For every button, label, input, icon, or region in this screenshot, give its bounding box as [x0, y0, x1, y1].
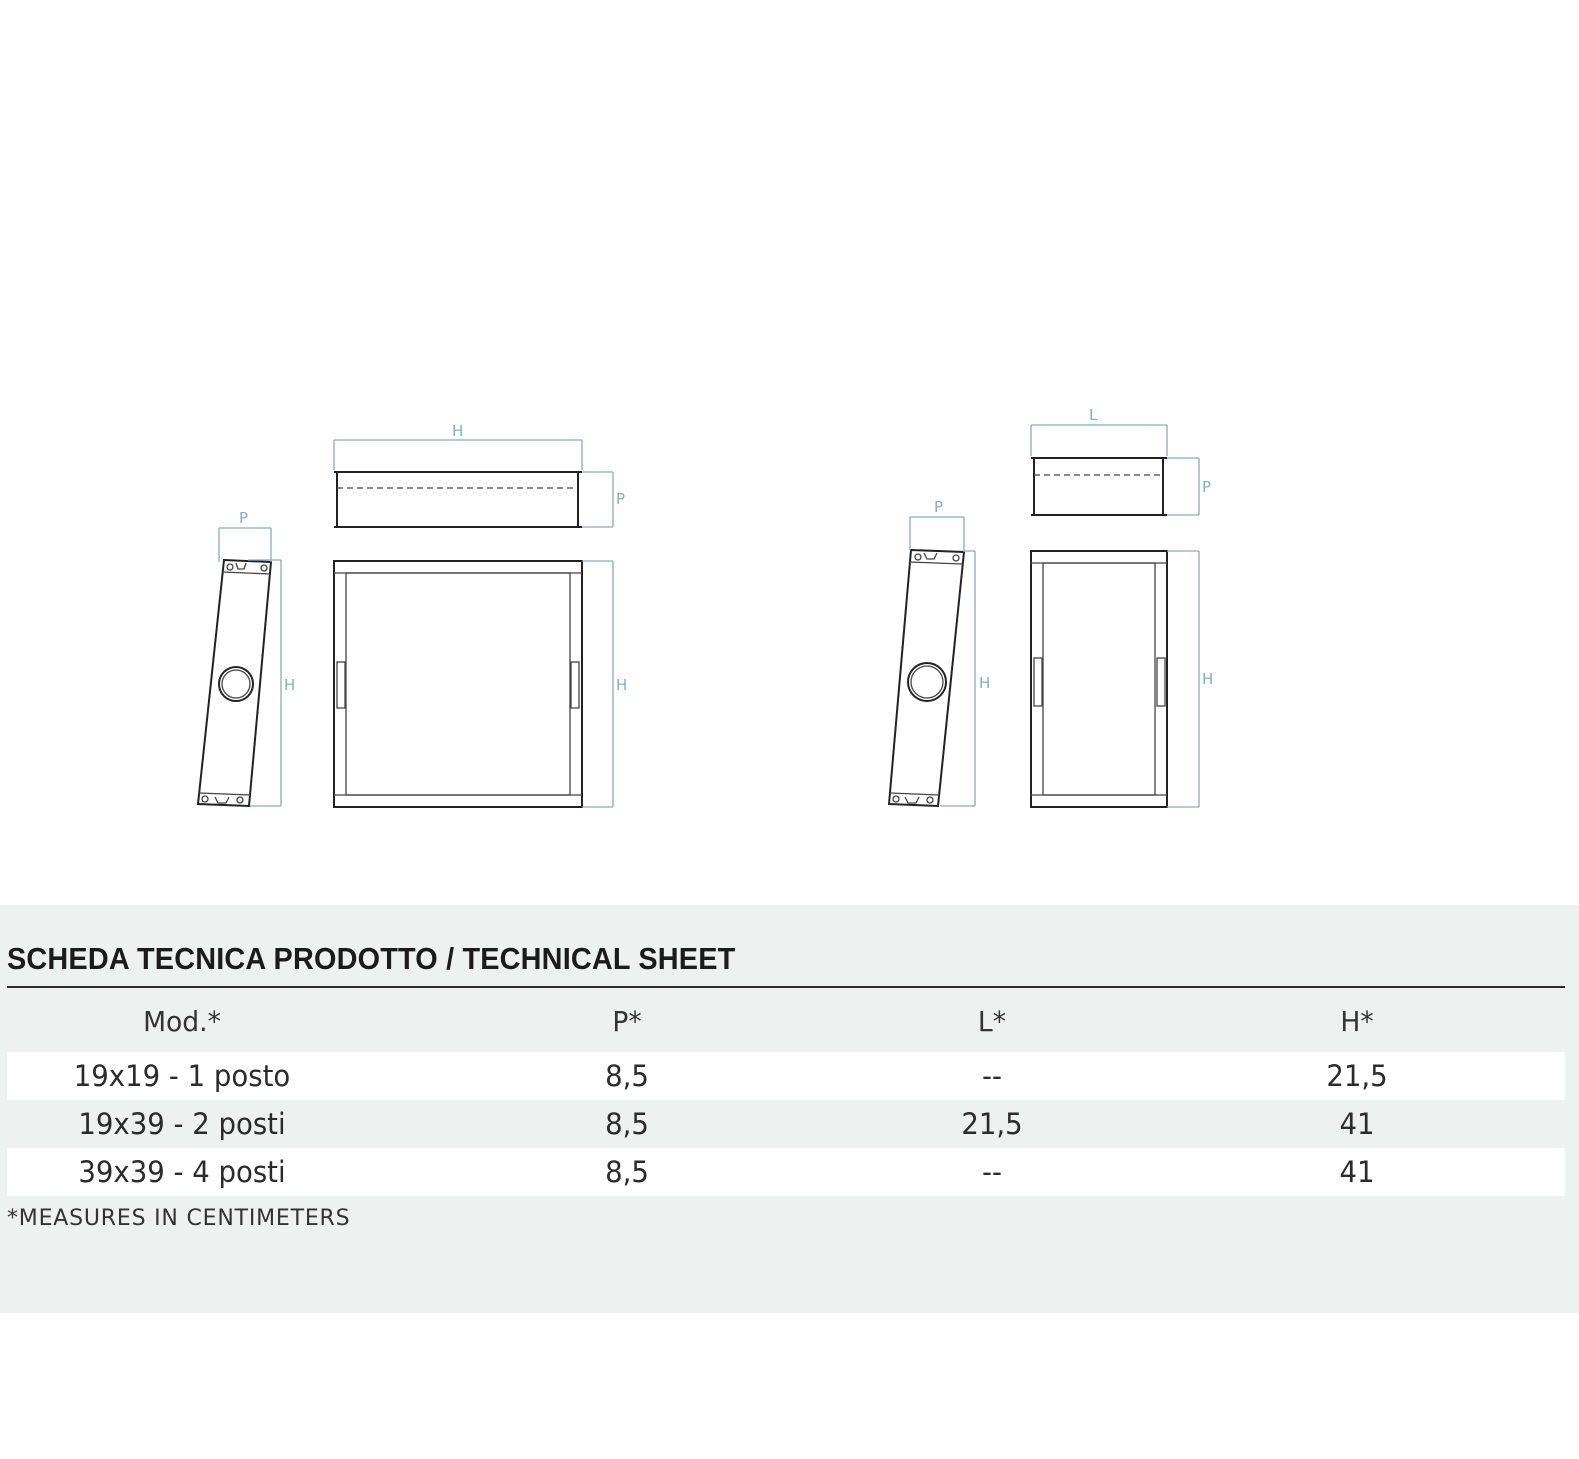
row-h: 21,5 — [1326, 1059, 1388, 1093]
row-l: 21,5 — [961, 1107, 1023, 1141]
sheet-title: SCHEDA TECNICA PRODOTTO / TECHNICAL SHEET — [7, 941, 736, 976]
left-side-height-label: H — [284, 676, 296, 694]
table-row — [7, 1052, 1565, 1100]
row-mod: 39x39 - 4 posti — [78, 1155, 286, 1189]
left-front-height-label: H — [616, 676, 628, 694]
header-p: P* — [612, 1005, 642, 1038]
left-side-depth-label: P — [239, 509, 249, 527]
row-mod: 19x39 - 2 posti — [78, 1107, 286, 1141]
row-h: 41 — [1339, 1155, 1375, 1189]
right-front-height-label: H — [1202, 670, 1214, 688]
right-side-height-label: H — [979, 674, 991, 692]
left-side-view — [198, 509, 295, 806]
table-row — [7, 1100, 1565, 1148]
row-p: 8,5 — [605, 1155, 649, 1189]
row-l: -- — [982, 1155, 1002, 1189]
header-mod: Mod.* — [143, 1005, 221, 1038]
row-p: 8,5 — [605, 1107, 649, 1141]
header-l: L* — [977, 1005, 1007, 1038]
right-side-view — [889, 498, 990, 806]
table-row — [7, 1148, 1565, 1196]
left-top-width-label: H — [452, 422, 464, 440]
left-front-view — [334, 561, 627, 807]
title-divider — [7, 986, 1565, 988]
left-top-depth-label: P — [616, 490, 626, 508]
right-top-depth-label: P — [1202, 478, 1212, 496]
header-h: H* — [1340, 1005, 1374, 1038]
table-header-row — [7, 998, 1565, 1046]
row-p: 8,5 — [605, 1059, 649, 1093]
row-h: 41 — [1339, 1107, 1375, 1141]
row-l: -- — [982, 1059, 1002, 1093]
right-top-width-label: L — [1089, 406, 1098, 424]
row-mod: 19x19 - 1 posto — [73, 1059, 291, 1093]
right-front-view — [1031, 551, 1213, 807]
right-side-depth-label: P — [934, 498, 944, 516]
right-top-view — [1031, 406, 1211, 515]
left-top-view — [334, 422, 625, 527]
measures-footnote: *MEASURES IN CENTIMETERS — [7, 1206, 351, 1231]
